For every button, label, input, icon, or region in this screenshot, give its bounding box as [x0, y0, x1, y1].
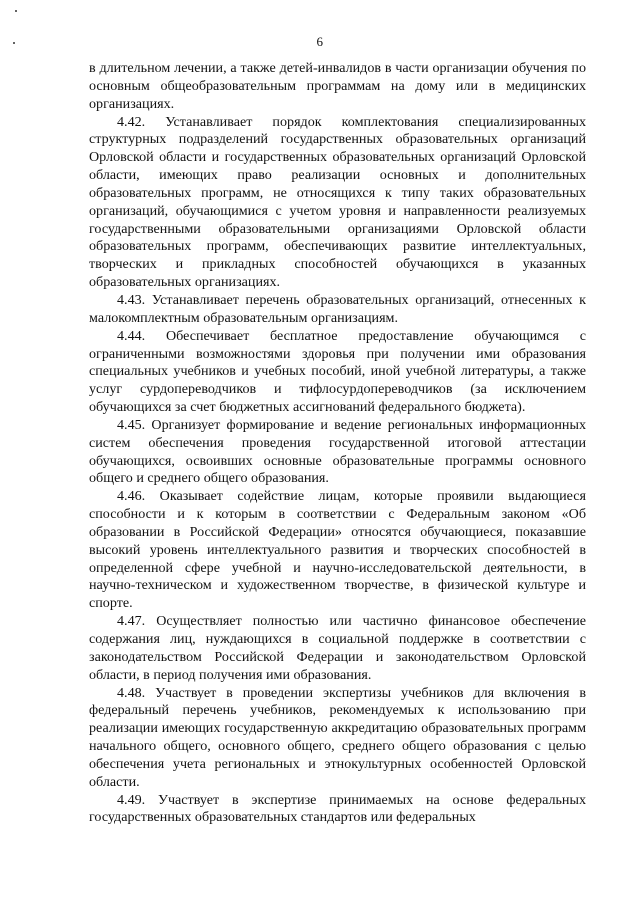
paragraph-4-49: 4.49. Участвует в экспертизе принимаемых на основе федеральных государственных образовательных стандартов или федеральных: [89, 791, 586, 826]
paragraph-4-46: 4.46. Оказывает содействие лицам, которые проявили выдающиеся способности и к которым в соответствии с Федеральным законом «Об образовании в Российской Федерации» относятся обучающиеся, показавшие высокий уровень интеллектуального развития и творческих способностей в определенной сфере учебной и научно-исследовательской деятельности, в научно-техническом и художественном творчестве, в физической культуре и спорте.: [89, 488, 586, 612]
paragraph-4-48: 4.48. Участвует в проведении экспертизы учебников для включения в федеральный перечень учебников, рекомендуемых к использованию при реализации имеющих государственную аккредитацию образовательных программ начального общего, основного общего, среднего общего образования с целью обеспечения учета региональных и этнокультурных особенностей Орловской области.: [89, 684, 586, 790]
document-body: [89, 60, 586, 827]
paragraph-4-43: 4.43. Устанавливает перечень образовательных организаций, отнесенных к малокомплектным образовательным организациям.: [89, 291, 586, 326]
paragraph-4-47: 4.47. Осуществляет полностью или частично финансовое обеспечение содержания лиц, нуждающихся в социальной поддержке в соответствии с законодательством Российской Федерации и законодательством Орловской области, в период получения ими образования.: [89, 613, 586, 683]
paragraph-4-42: 4.42. Устанавливает порядок комплектования специализированных структурных подразделений государственных образовательных организаций Орловской области и государственных образовательных организаций Орловской области, имеющих право реализации основных и дополнительных образовательных программ, не относящихся к типу таких образовательных организаций, обучающимися с учетом уровня и направленности реализуемых государственными образовательными организациями Орловской области образовательных программ, обеспечивающих развитие интеллектуальных, творческих и прикладных способностей обучающихся в указанных образовательных организациях.: [89, 113, 586, 291]
paragraph-continuation: в длительном лечении, а также детей-инвалидов в части организации обучения по основным общеобразовательным программам на дому или в медицинских организациях.: [89, 60, 586, 112]
paragraph-4-44: 4.44. Обеспечивает бесплатное предоставление обучающимся с ограниченными возможностями здоровья при получении ими образования специальных учебников и учебных пособий, иной учебной литературы, а также услуг сурдопереводчиков и тифлосурдопереводчиков (за исключением обучающихся за счет бюджетных ассигнований федерального бюджета).: [89, 327, 586, 416]
page-number: 6: [316, 34, 324, 49]
paragraph-4-45: 4.45. Организует формирование и ведение региональных информационных систем обеспечения проведения государственной итоговой аттестации обучающихся, освоивших основные образовательные программы основного общего и среднего общего образования.: [89, 416, 586, 487]
scan-speck: [15, 10, 17, 12]
